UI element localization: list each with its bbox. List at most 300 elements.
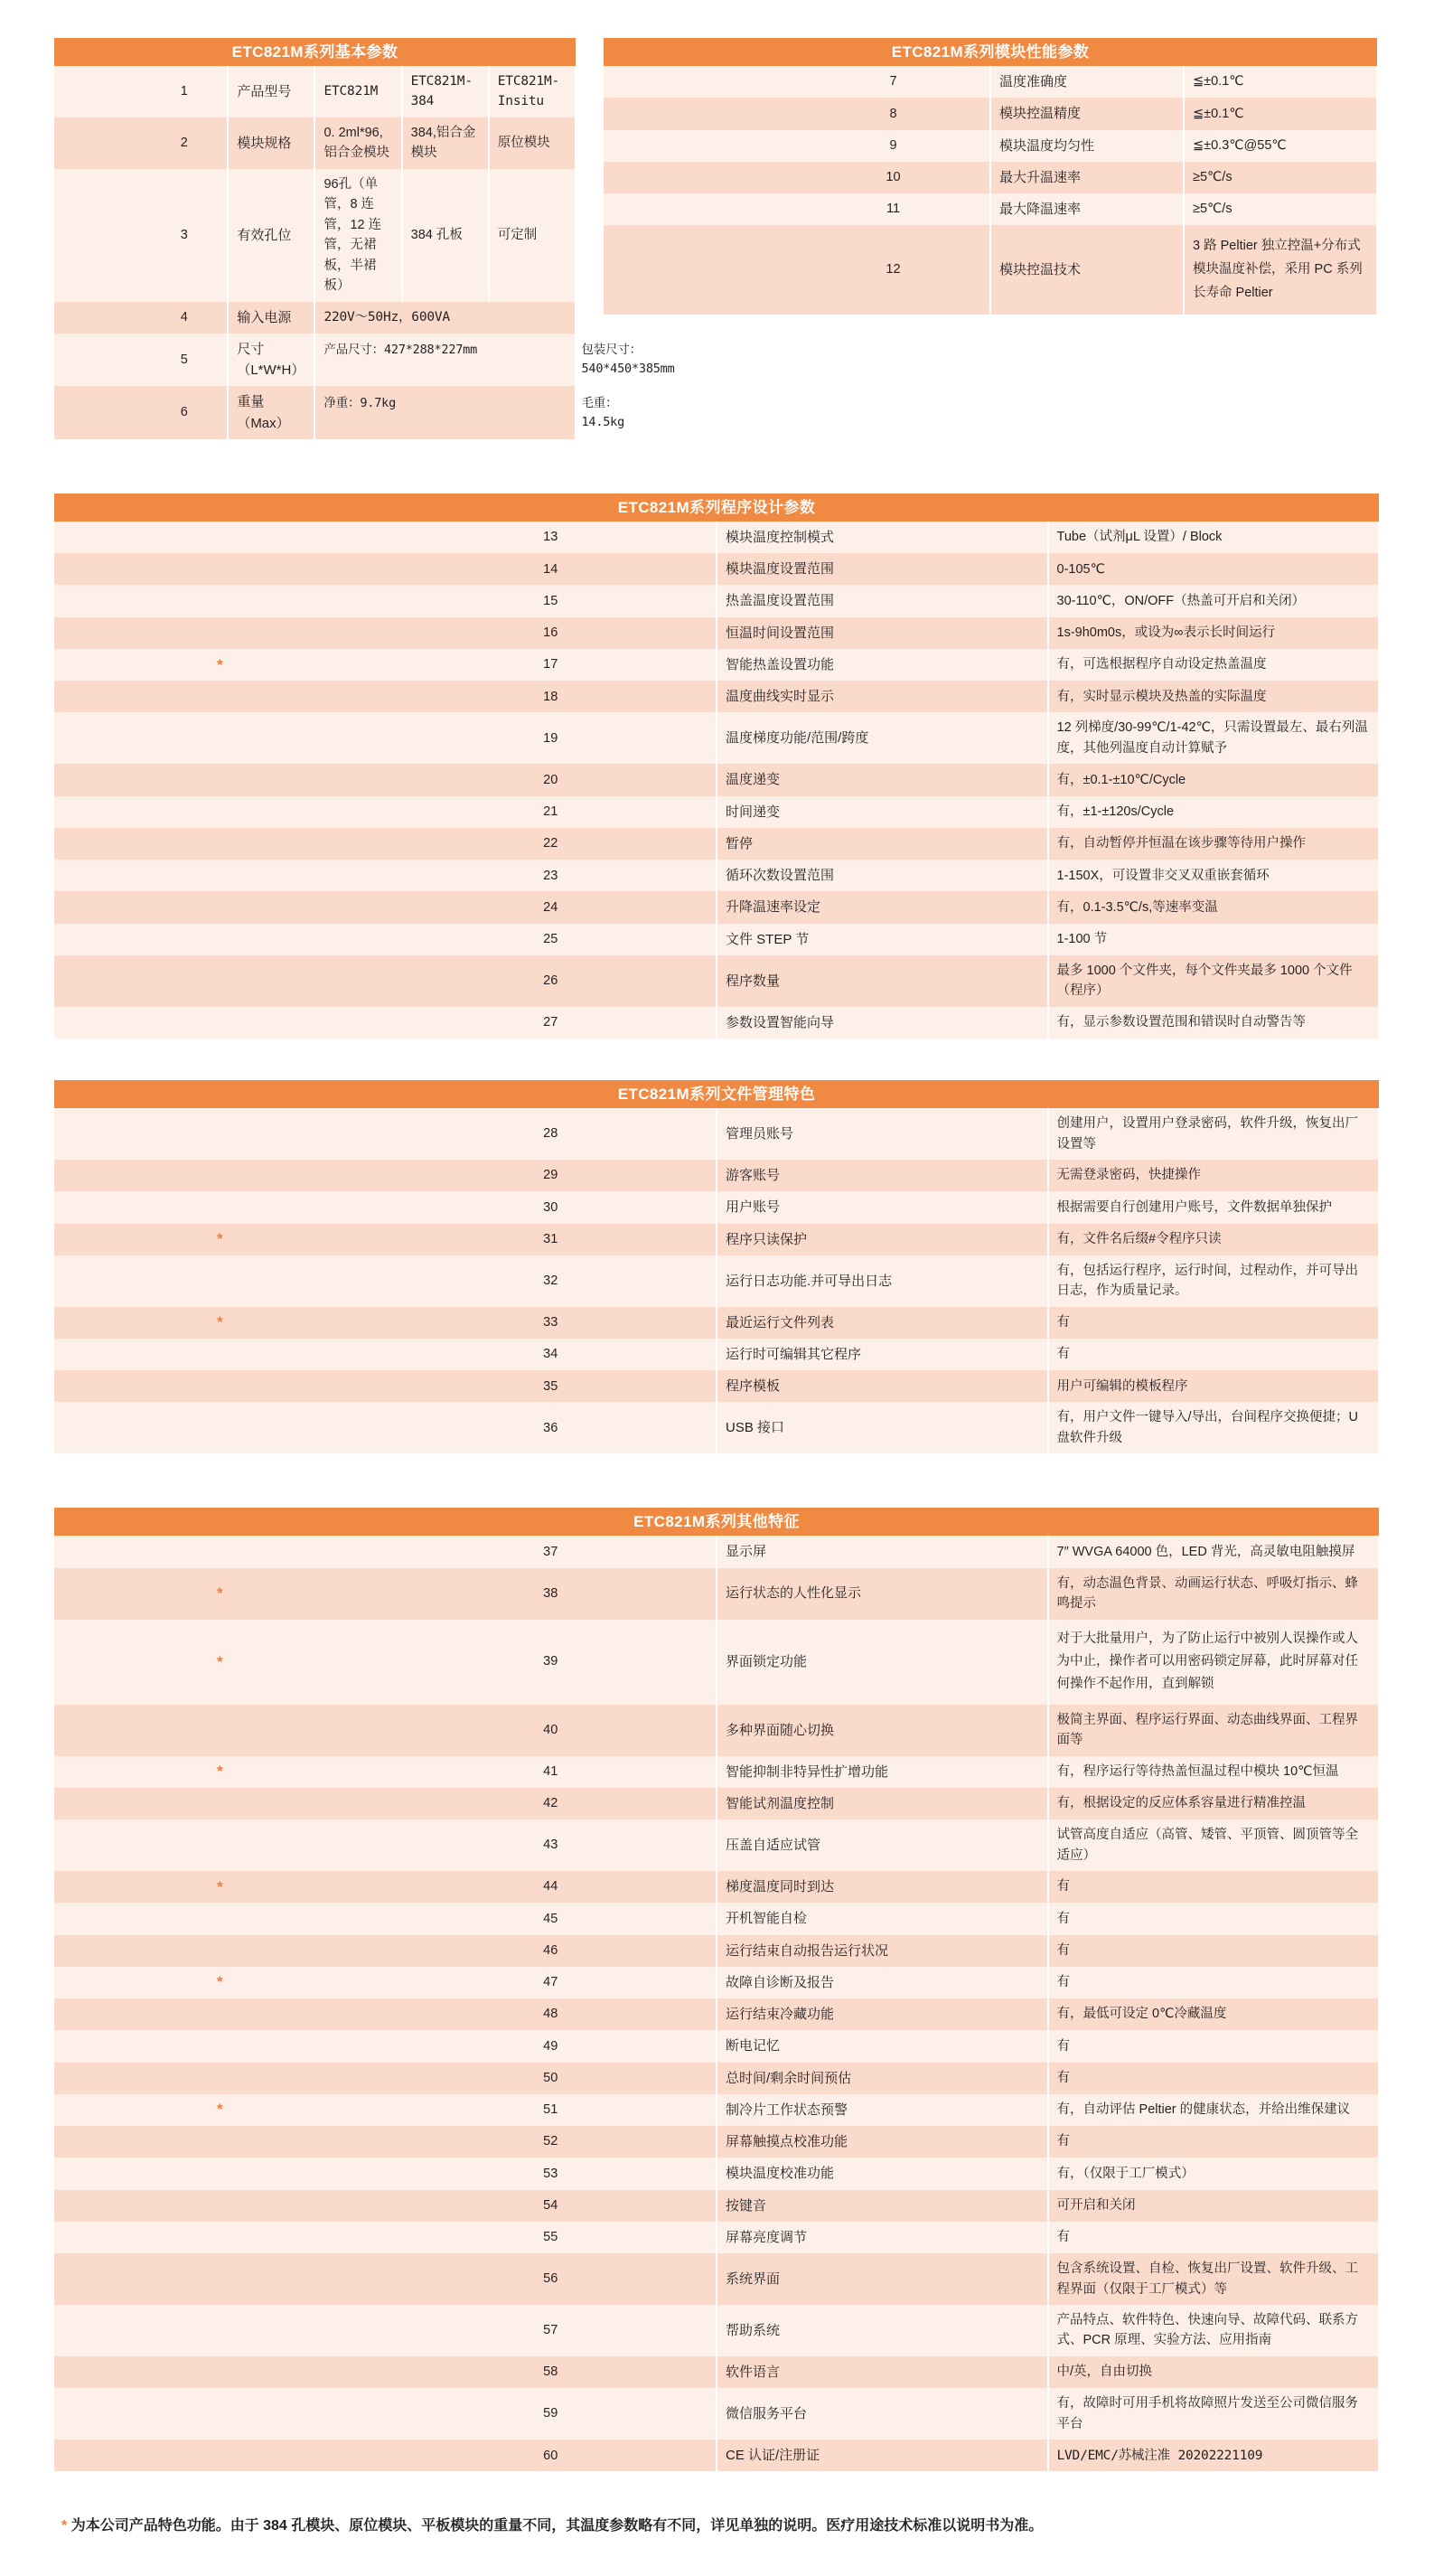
star-marker bbox=[54, 1007, 386, 1039]
row-value: 有，±0.1-±10℃/Cycle bbox=[1048, 764, 1380, 795]
module-performance-header bbox=[604, 38, 1377, 66]
row-number: 54 bbox=[386, 2190, 717, 2222]
row-label: 软件语言 bbox=[717, 2356, 1048, 2388]
row-label: 用户账号 bbox=[717, 1191, 1048, 1223]
star-marker bbox=[54, 891, 386, 923]
row-number: 46 bbox=[386, 1935, 717, 1967]
row-number: 2 bbox=[141, 118, 228, 169]
row-value: 有，0.1-3.5℃/s,等速率变温 bbox=[1048, 891, 1380, 923]
row-number: 20 bbox=[386, 764, 717, 795]
row-value: 有 bbox=[1048, 2222, 1380, 2253]
star-marker bbox=[54, 1998, 386, 2030]
row-number: 17 bbox=[386, 649, 717, 681]
row-label: 最近运行文件列表 bbox=[717, 1307, 1048, 1339]
row-number: 48 bbox=[386, 1998, 717, 2030]
table-row bbox=[54, 764, 1379, 795]
row-number: 24 bbox=[386, 891, 717, 923]
row-label: 运行日志功能.并可导出日志 bbox=[717, 1255, 1048, 1307]
row-value: 创建用户，设置用户登录密码，软件升级，恢复出厂设置等 bbox=[1048, 1108, 1380, 1160]
row-number: 11 bbox=[797, 193, 990, 225]
row-value: 有，最低可设定 0℃冷藏温度 bbox=[1048, 1998, 1380, 2030]
row-value: 1-100 节 bbox=[1048, 924, 1380, 955]
row-number: 27 bbox=[386, 1007, 717, 1039]
row-number: 21 bbox=[386, 796, 717, 828]
row-number: 34 bbox=[386, 1339, 717, 1370]
row-label: 运行时可编辑其它程序 bbox=[717, 1339, 1048, 1370]
row-number: 13 bbox=[386, 522, 717, 553]
table-row bbox=[54, 2030, 1379, 2062]
table-row bbox=[54, 681, 1379, 712]
row-label: 总时间/剩余时间预估 bbox=[717, 2063, 1048, 2094]
row-label: 模块规格 bbox=[228, 118, 314, 169]
row-value: Tube（试剂μL 设置）/ Block bbox=[1048, 522, 1380, 553]
table-row bbox=[54, 169, 576, 302]
table-row bbox=[54, 302, 576, 334]
row-number: 45 bbox=[386, 1903, 717, 1934]
row-number: 37 bbox=[386, 1536, 717, 1567]
star-marker bbox=[54, 2063, 386, 2094]
star-marker: * bbox=[54, 1967, 386, 1998]
row-label: 暂停 bbox=[717, 828, 1048, 860]
star-marker bbox=[54, 681, 386, 712]
gross-weight-value: 毛重：14.5kg bbox=[581, 395, 625, 429]
row-number: 1 bbox=[141, 66, 228, 118]
table-row bbox=[54, 1402, 1379, 1453]
row-label: 按键音 bbox=[717, 2190, 1048, 2222]
row-value: 有 bbox=[1048, 2030, 1380, 2062]
table-row bbox=[54, 118, 576, 169]
row-value: ≥5℃/s bbox=[1184, 193, 1377, 225]
row-number: 56 bbox=[386, 2253, 717, 2305]
star-marker bbox=[54, 2222, 386, 2253]
star-marker bbox=[54, 860, 386, 891]
table-row bbox=[54, 796, 1379, 828]
star-marker bbox=[54, 334, 141, 387]
star-marker bbox=[54, 1191, 386, 1223]
row-value: 7″ WVGA 64000 色，LED 背光，高灵敏电阻触摸屏 bbox=[1048, 1536, 1380, 1567]
row-value: 有，自动暂停并恒温在该步骤等待用户操作 bbox=[1048, 828, 1380, 860]
row-label: 界面锁定功能 bbox=[717, 1620, 1048, 1705]
table-row bbox=[54, 1756, 1379, 1788]
row-number: 25 bbox=[386, 924, 717, 955]
table-row bbox=[54, 1935, 1379, 1967]
row-number: 15 bbox=[386, 585, 717, 616]
table-row bbox=[54, 2063, 1379, 2094]
row-label: 模块温度均匀性 bbox=[990, 130, 1184, 162]
table-row bbox=[54, 386, 576, 439]
row-value: 最多 1000 个文件夹，每个文件夹最多 1000 个文件（程序） bbox=[1048, 955, 1380, 1007]
row-number: 39 bbox=[386, 1620, 717, 1705]
row-label: 系统界面 bbox=[717, 2253, 1048, 2305]
star-marker bbox=[54, 118, 141, 169]
row-number: 19 bbox=[386, 712, 717, 764]
row-value: 对于大批量用户，为了防止运行中被别人误操作或人为中止，操作者可以用密码锁定屏幕，此时屏幕对任何操作不起作用，直到解锁 bbox=[1048, 1620, 1380, 1705]
table-row bbox=[54, 1967, 1379, 1998]
star-marker bbox=[54, 1819, 386, 1871]
table-row bbox=[54, 1998, 1379, 2030]
row-number: 33 bbox=[386, 1307, 717, 1339]
star-marker: * bbox=[54, 1620, 386, 1705]
row-label: 梯度温度同时到达 bbox=[717, 1871, 1048, 1903]
row-value: 有 bbox=[1048, 1903, 1380, 1934]
row-label: 模块温度校准功能 bbox=[717, 2158, 1048, 2189]
row-value: ≦±0.3℃@55℃ bbox=[1184, 130, 1377, 162]
table-row bbox=[604, 162, 1377, 193]
row-value-etc821m: 0. 2ml*96,铝合金模块 bbox=[314, 118, 401, 169]
file-management-header bbox=[54, 1080, 1379, 1108]
row-value: 有，用户文件一键导入/导出，台间程序交换便捷；U 盘软件升级 bbox=[1048, 1402, 1380, 1453]
row-number: 58 bbox=[386, 2356, 717, 2388]
table-row bbox=[54, 891, 1379, 923]
basic-parameters-title: ETC821M系列基本参数 bbox=[54, 38, 576, 66]
row-label: 故障自诊断及报告 bbox=[717, 1967, 1048, 1998]
row-label: 模块控温技术 bbox=[990, 225, 1184, 314]
row-value: 产品特点、软件特色、快速向导、故障代码、联系方式、PCR 原理、实验方法、应用指南 bbox=[1048, 2305, 1380, 2356]
star-marker: * bbox=[54, 1224, 386, 1255]
row-number: 53 bbox=[386, 2158, 717, 2189]
row-number: 59 bbox=[386, 2388, 717, 2440]
row-value: 有 bbox=[1048, 1339, 1380, 1370]
table-row bbox=[604, 66, 1377, 98]
row-value: 用户可编辑的模板程序 bbox=[1048, 1370, 1380, 1402]
star-marker: * bbox=[54, 2094, 386, 2126]
row-value-etc821m: 96孔（单管，8 连管，12 连管，无裙板，半裙板） bbox=[314, 169, 401, 302]
row-label: 尺寸（L*W*H） bbox=[228, 334, 314, 387]
row-value-etc821m-insitu: 原位模块 bbox=[489, 118, 576, 169]
star-marker bbox=[604, 193, 797, 225]
table-row bbox=[54, 1903, 1379, 1934]
row-number: 43 bbox=[386, 1819, 717, 1871]
row-value: 0-105℃ bbox=[1048, 553, 1380, 585]
row-value: 有，程序运行等待热盖恒温过程中模块 10℃恒温 bbox=[1048, 1756, 1380, 1788]
row-number: 4 bbox=[141, 302, 228, 334]
table-row bbox=[54, 1339, 1379, 1370]
table-row bbox=[54, 1705, 1379, 1756]
star-marker bbox=[54, 1255, 386, 1307]
star-marker bbox=[54, 66, 141, 118]
table-row bbox=[54, 924, 1379, 955]
table-row bbox=[54, 828, 1379, 860]
row-label: 运行结束自动报告运行状况 bbox=[717, 1935, 1048, 1967]
star-marker bbox=[54, 764, 386, 795]
top-tables-row bbox=[54, 38, 1380, 439]
star-marker bbox=[54, 2190, 386, 2222]
row-value: 12 列梯度/30-99℃/1-42℃，只需设置最左、最右列温度，其他列温度自动计算赋予 bbox=[1048, 712, 1380, 764]
row-value: 有 bbox=[1048, 1307, 1380, 1339]
row-value: 有，±1-±120s/Cycle bbox=[1048, 796, 1380, 828]
table-row bbox=[54, 955, 1379, 1007]
star-marker: * bbox=[54, 1871, 386, 1903]
basic-parameters-header bbox=[54, 38, 576, 66]
star-marker bbox=[54, 1903, 386, 1934]
row-value: 根据需要自行创建用户账号，文件数据单独保护 bbox=[1048, 1191, 1380, 1223]
star-marker bbox=[54, 1536, 386, 1567]
row-label: 时间递变 bbox=[717, 796, 1048, 828]
row-number: 23 bbox=[386, 860, 717, 891]
row-value: 有 bbox=[1048, 1935, 1380, 1967]
star-marker bbox=[604, 162, 797, 193]
star-marker bbox=[54, 1339, 386, 1370]
table-row bbox=[54, 1370, 1379, 1402]
row-label: 多种界面随心切换 bbox=[717, 1705, 1048, 1756]
program-design-header bbox=[54, 494, 1379, 522]
table-row bbox=[54, 2126, 1379, 2158]
row-number: 32 bbox=[386, 1255, 717, 1307]
row-label: 程序模板 bbox=[717, 1370, 1048, 1402]
row-label: 恒温时间设置范围 bbox=[717, 617, 1048, 649]
star-marker bbox=[54, 617, 386, 649]
row-value: 可开启和关闭 bbox=[1048, 2190, 1380, 2222]
row-label: 智能热盖设置功能 bbox=[717, 649, 1048, 681]
row-number: 60 bbox=[386, 2440, 717, 2471]
table-row bbox=[604, 193, 1377, 225]
table-row bbox=[54, 2305, 1379, 2356]
star-marker: * bbox=[54, 649, 386, 681]
star-marker bbox=[54, 955, 386, 1007]
row-label: 运行状态的人性化显示 bbox=[717, 1568, 1048, 1620]
package-dimension-value: 包装尺寸：540*450*385mm bbox=[581, 343, 675, 377]
row-value: 有，根据设定的反应体系容量进行精准控温 bbox=[1048, 1788, 1380, 1819]
star-marker bbox=[54, 2158, 386, 2189]
star-marker bbox=[54, 828, 386, 860]
star-marker bbox=[54, 1402, 386, 1453]
module-performance-table bbox=[604, 38, 1378, 315]
program-design-title: ETC821M系列程序设计参数 bbox=[54, 494, 1379, 522]
table-row bbox=[54, 712, 1379, 764]
row-number: 7 bbox=[797, 66, 990, 98]
row-value: 试管高度自适应（高管、矮管、平顶管、圆顶管等全适应） bbox=[1048, 1819, 1380, 1871]
star-marker bbox=[54, 2253, 386, 2305]
row-value: LVD/EMC/苏械注准 20202221109 bbox=[1048, 2440, 1380, 2471]
row-number: 47 bbox=[386, 1967, 717, 1998]
row-number: 38 bbox=[386, 1568, 717, 1620]
footnote-text: 为本公司产品特色功能。由于 384 孔模块、原位模块、平板模块的重量不同，其温度参数略有不同，详见单独的说明。医疗用途技术标准以说明书为准。 bbox=[70, 2518, 1044, 2534]
table-row bbox=[54, 1819, 1379, 1871]
row-value-etc821m-insitu: 可定制 bbox=[489, 169, 576, 302]
table-row bbox=[54, 2158, 1379, 2189]
row-value: 有，显示参数设置范围和错误时自动警告等 bbox=[1048, 1007, 1380, 1039]
row-value: ≥5℃/s bbox=[1184, 162, 1377, 193]
table-row bbox=[54, 1007, 1379, 1039]
row-label: 模块温度设置范围 bbox=[717, 553, 1048, 585]
other-features-table bbox=[54, 1508, 1380, 2471]
row-number: 12 bbox=[797, 225, 990, 314]
row-value: 1s-9h0m0s，或设为∞表示长时间运行 bbox=[1048, 617, 1380, 649]
row-number: 29 bbox=[386, 1160, 717, 1191]
star-marker bbox=[54, 2440, 386, 2471]
basic-parameters-table bbox=[54, 38, 675, 439]
star-marker bbox=[604, 130, 797, 162]
file-management-table bbox=[54, 1080, 1380, 1453]
row-number: 40 bbox=[386, 1705, 717, 1756]
row-value-etc821m-insitu: ETC821M-Insitu bbox=[489, 66, 576, 118]
row-label: 产品型号 bbox=[228, 66, 314, 118]
spacer bbox=[54, 439, 1380, 494]
row-label: 管理员账号 bbox=[717, 1108, 1048, 1160]
table-row bbox=[604, 98, 1377, 129]
table-row bbox=[54, 1620, 1379, 1705]
star-marker bbox=[54, 2305, 386, 2356]
star-marker bbox=[54, 302, 141, 334]
star-marker bbox=[54, 386, 141, 439]
table-row bbox=[54, 1568, 1379, 1620]
table-row bbox=[54, 617, 1379, 649]
row-number: 57 bbox=[386, 2305, 717, 2356]
row-number: 52 bbox=[386, 2126, 717, 2158]
row-label: 程序数量 bbox=[717, 955, 1048, 1007]
row-number: 36 bbox=[386, 1402, 717, 1453]
table-row bbox=[54, 1871, 1379, 1903]
row-label: CE 认证/注册证 bbox=[717, 2440, 1048, 2471]
file-management-title: ETC821M系列文件管理特色 bbox=[54, 1080, 1379, 1108]
footnote-asterisk: * bbox=[61, 2518, 68, 2534]
row-label: 热盖温度设置范围 bbox=[717, 585, 1048, 616]
star-marker bbox=[604, 225, 797, 314]
row-label: 屏幕触摸点校准功能 bbox=[717, 2126, 1048, 2158]
row-label: 帮助系统 bbox=[717, 2305, 1048, 2356]
table-row bbox=[54, 1536, 1379, 1567]
row-label: 断电记忆 bbox=[717, 2030, 1048, 2062]
row-number: 42 bbox=[386, 1788, 717, 1819]
star-marker bbox=[54, 924, 386, 955]
table-row bbox=[54, 585, 1379, 616]
table-row bbox=[54, 1255, 1379, 1307]
row-label: 屏幕亮度调节 bbox=[717, 2222, 1048, 2253]
row-value: 3 路 Peltier 独立控温+分布式模块温度补偿，采用 PC 系列长寿命 Peltier bbox=[1184, 225, 1377, 314]
row-value: 有，（仅限于工厂模式） bbox=[1048, 2158, 1380, 2189]
table-row bbox=[54, 2094, 1379, 2126]
table-row bbox=[54, 66, 576, 118]
row-number: 26 bbox=[386, 955, 717, 1007]
star-marker bbox=[604, 98, 797, 129]
table-row bbox=[54, 2356, 1379, 2388]
star-marker bbox=[54, 2388, 386, 2440]
star-marker bbox=[54, 2126, 386, 2158]
spacer bbox=[54, 1453, 1380, 1508]
row-number: 9 bbox=[797, 130, 990, 162]
program-design-table bbox=[54, 494, 1380, 1039]
row-label: 重量（Max） bbox=[228, 386, 314, 439]
row-value-span: 220V～50Hz，600VA bbox=[314, 302, 576, 334]
row-number: 18 bbox=[386, 681, 717, 712]
table-row bbox=[604, 130, 1377, 162]
row-value: 有，实时显示模块及热盖的实际温度 bbox=[1048, 681, 1380, 712]
table-row bbox=[54, 1788, 1379, 1819]
row-label: 温度曲线实时显示 bbox=[717, 681, 1048, 712]
row-value: 包含系统设置、自检、恢复出厂设置、软件升级、工程界面（仅限于工厂模式）等 bbox=[1048, 2253, 1380, 2305]
row-value: 中/英，自由切换 bbox=[1048, 2356, 1380, 2388]
row-label: USB 接口 bbox=[717, 1402, 1048, 1453]
row-label: 温度准确度 bbox=[990, 66, 1184, 98]
row-label: 压盖自适应试管 bbox=[717, 1819, 1048, 1871]
other-features-header bbox=[54, 1508, 1379, 1536]
footnote bbox=[54, 2513, 1354, 2540]
row-number: 5 bbox=[141, 334, 228, 387]
row-number: 22 bbox=[386, 828, 717, 860]
star-marker: * bbox=[54, 1568, 386, 1620]
star-marker: * bbox=[54, 1756, 386, 1788]
star-marker bbox=[54, 1705, 386, 1756]
row-number: 41 bbox=[386, 1756, 717, 1788]
table-row bbox=[54, 1160, 1379, 1191]
row-value-etc821m-384: ETC821M-384 bbox=[402, 66, 489, 118]
other-features-title: ETC821M系列其他特征 bbox=[54, 1508, 1379, 1536]
row-number: 49 bbox=[386, 2030, 717, 2062]
row-value: ≦±0.1℃ bbox=[1184, 98, 1377, 129]
row-number: 35 bbox=[386, 1370, 717, 1402]
row-label: 最大升温速率 bbox=[990, 162, 1184, 193]
row-value: 有，自动评估 Peltier 的健康状态，并给出维保建议 bbox=[1048, 2094, 1380, 2126]
row-value-span bbox=[314, 334, 675, 387]
table-row bbox=[54, 1191, 1379, 1223]
module-performance-title: ETC821M系列模块性能参数 bbox=[604, 38, 1377, 66]
row-value-span bbox=[314, 386, 625, 439]
row-number: 50 bbox=[386, 2063, 717, 2094]
row-label: 输入电源 bbox=[228, 302, 314, 334]
table-row bbox=[54, 860, 1379, 891]
row-value: 有，包括运行程序，运行时间，过程动作，并可导出日志，作为质量记录。 bbox=[1048, 1255, 1380, 1307]
table-row bbox=[54, 649, 1379, 681]
row-number: 8 bbox=[797, 98, 990, 129]
star-marker bbox=[54, 522, 386, 553]
table-row bbox=[54, 2190, 1379, 2222]
row-label: 开机智能自检 bbox=[717, 1903, 1048, 1934]
row-label: 模块控温精度 bbox=[990, 98, 1184, 129]
table-row bbox=[54, 1307, 1379, 1339]
star-marker bbox=[54, 796, 386, 828]
row-value: 极简主界面、程序运行界面、动态曲线界面、工程界面等 bbox=[1048, 1705, 1380, 1756]
row-value: 有 bbox=[1048, 1967, 1380, 1998]
table-row bbox=[54, 2253, 1379, 2305]
row-value: 无需登录密码，快捷操作 bbox=[1048, 1160, 1380, 1191]
star-marker bbox=[54, 585, 386, 616]
row-value: 有，故障时可用手机将故障照片发送至公司微信服务平台 bbox=[1048, 2388, 1380, 2440]
row-number: 3 bbox=[141, 169, 228, 302]
star-marker bbox=[54, 2030, 386, 2062]
table-row bbox=[54, 2388, 1379, 2440]
row-label: 最大降温速率 bbox=[990, 193, 1184, 225]
table-row bbox=[54, 522, 1379, 553]
row-label: 程序只读保护 bbox=[717, 1224, 1048, 1255]
row-number: 16 bbox=[386, 617, 717, 649]
row-value: 有 bbox=[1048, 2063, 1380, 2094]
row-value-etc821m: ETC821M bbox=[314, 66, 401, 118]
row-number: 28 bbox=[386, 1108, 717, 1160]
star-marker bbox=[604, 66, 797, 98]
row-label: 参数设置智能向导 bbox=[717, 1007, 1048, 1039]
row-number: 30 bbox=[386, 1191, 717, 1223]
star-marker bbox=[54, 1160, 386, 1191]
row-label: 智能抑制非特异性扩增功能 bbox=[717, 1756, 1048, 1788]
row-label: 微信服务平台 bbox=[717, 2388, 1048, 2440]
row-value-etc821m-384: 384,铝合金模块 bbox=[402, 118, 489, 169]
table-row bbox=[54, 1224, 1379, 1255]
row-value: 有，可选根据程序自动设定热盖温度 bbox=[1048, 649, 1380, 681]
star-marker bbox=[54, 1108, 386, 1160]
row-label: 显示屏 bbox=[717, 1536, 1048, 1567]
row-number: 31 bbox=[386, 1224, 717, 1255]
row-number: 51 bbox=[386, 2094, 717, 2126]
row-label: 游客账号 bbox=[717, 1160, 1048, 1191]
row-number: 6 bbox=[141, 386, 228, 439]
row-label: 文件 STEP 节 bbox=[717, 924, 1048, 955]
spacer bbox=[54, 1039, 1380, 1080]
row-value: 有 bbox=[1048, 2126, 1380, 2158]
table-row bbox=[54, 2440, 1379, 2471]
row-label: 有效孔位 bbox=[228, 169, 314, 302]
row-value-etc821m-384: 384 孔板 bbox=[402, 169, 489, 302]
row-value: 1-150X，可设置非交叉双重嵌套循环 bbox=[1048, 860, 1380, 891]
